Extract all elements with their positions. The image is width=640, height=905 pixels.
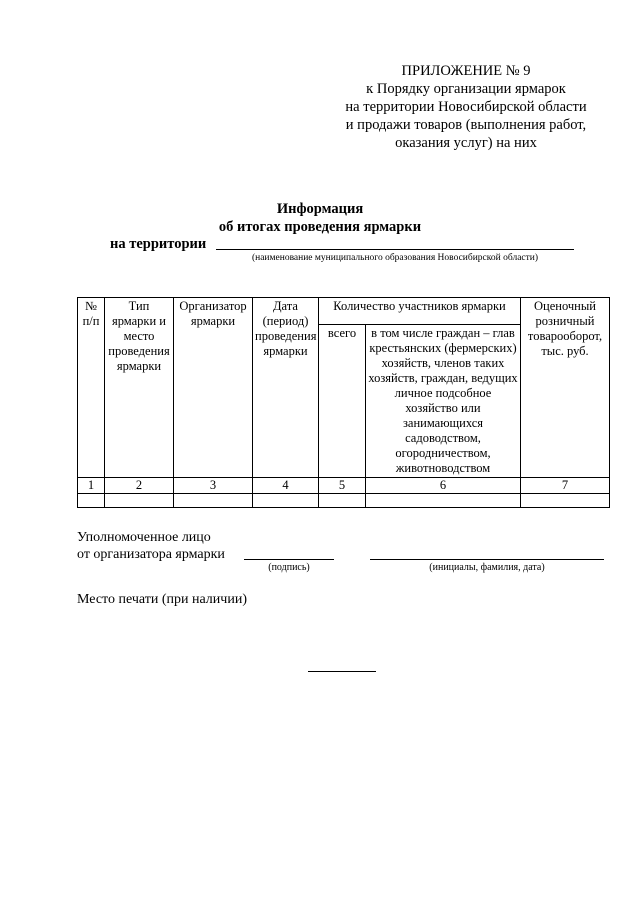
appendix-line-4: и продажи товаров (выполнения работ, <box>345 117 587 133</box>
col-number: 7 <box>521 478 610 494</box>
appendix-header <box>326 62 606 152</box>
col-number: 5 <box>319 478 366 494</box>
col-number: 2 <box>105 478 174 494</box>
name-date-hint: (инициалы, фамилия, дата) <box>429 562 545 573</box>
table-cell[interactable] <box>366 494 521 508</box>
table-cell[interactable] <box>319 494 366 508</box>
document-title: Информация <box>276 201 364 217</box>
col-number: 1 <box>78 478 105 494</box>
territory-label: на территории <box>110 236 207 252</box>
name-date-line[interactable] <box>370 559 604 560</box>
appendix-line-2: к Порядку организации ярмарок <box>366 81 566 97</box>
header-participants: Количество участников ярмарки <box>319 298 521 325</box>
appendix-line-3: на территории Новосибирской области <box>345 99 587 115</box>
table-header-row <box>78 298 610 325</box>
document-subtitle: об итогах проведения ярмарки <box>218 219 422 235</box>
end-divider <box>308 671 376 672</box>
header-organizer: Организатор ярмарки <box>174 298 253 478</box>
header-date: Дата (период) проведения ярмарки <box>253 298 319 478</box>
table-cell[interactable] <box>253 494 319 508</box>
responsible-label-1: Уполномоченное лицо <box>77 530 211 545</box>
header-type: Тип ярмарки и место проведения ярмарки <box>105 298 174 478</box>
territory-input-line[interactable] <box>216 249 574 250</box>
header-num: № п/п <box>78 298 105 478</box>
col-number: 3 <box>174 478 253 494</box>
table-cell[interactable] <box>105 494 174 508</box>
header-including: в том числе граждан – глав крестьянских (фермерских) хозяйств, членов таких хозяйств, граждан, ведущих личное подсобное хозяйство или занимающихся садоводством, огородничеством, животноводством <box>366 325 521 478</box>
table-row <box>78 494 610 508</box>
appendix-line-5: оказания услуг) на них <box>395 135 537 151</box>
stamp-label: Место печати (при наличии) <box>77 592 247 607</box>
signature-line[interactable] <box>244 559 334 560</box>
signature-hint: (подпись) <box>268 562 310 573</box>
table-cell[interactable] <box>174 494 253 508</box>
responsible-label-2: от организатора ярмарки <box>77 547 225 562</box>
territory-hint: (наименование муниципального образования Новосибирской области) <box>251 253 539 263</box>
header-turnover: Оценочный розничный товарооборот, тыс. руб. <box>521 298 610 478</box>
table-cell[interactable] <box>521 494 610 508</box>
column-numbers-row <box>78 478 610 494</box>
col-number: 6 <box>366 478 521 494</box>
header-total: всего <box>319 325 366 478</box>
col-number: 4 <box>253 478 319 494</box>
table-cell[interactable] <box>78 494 105 508</box>
fair-results-table <box>77 297 610 508</box>
appendix-number: ПРИЛОЖЕНИЕ № 9 <box>401 63 531 79</box>
